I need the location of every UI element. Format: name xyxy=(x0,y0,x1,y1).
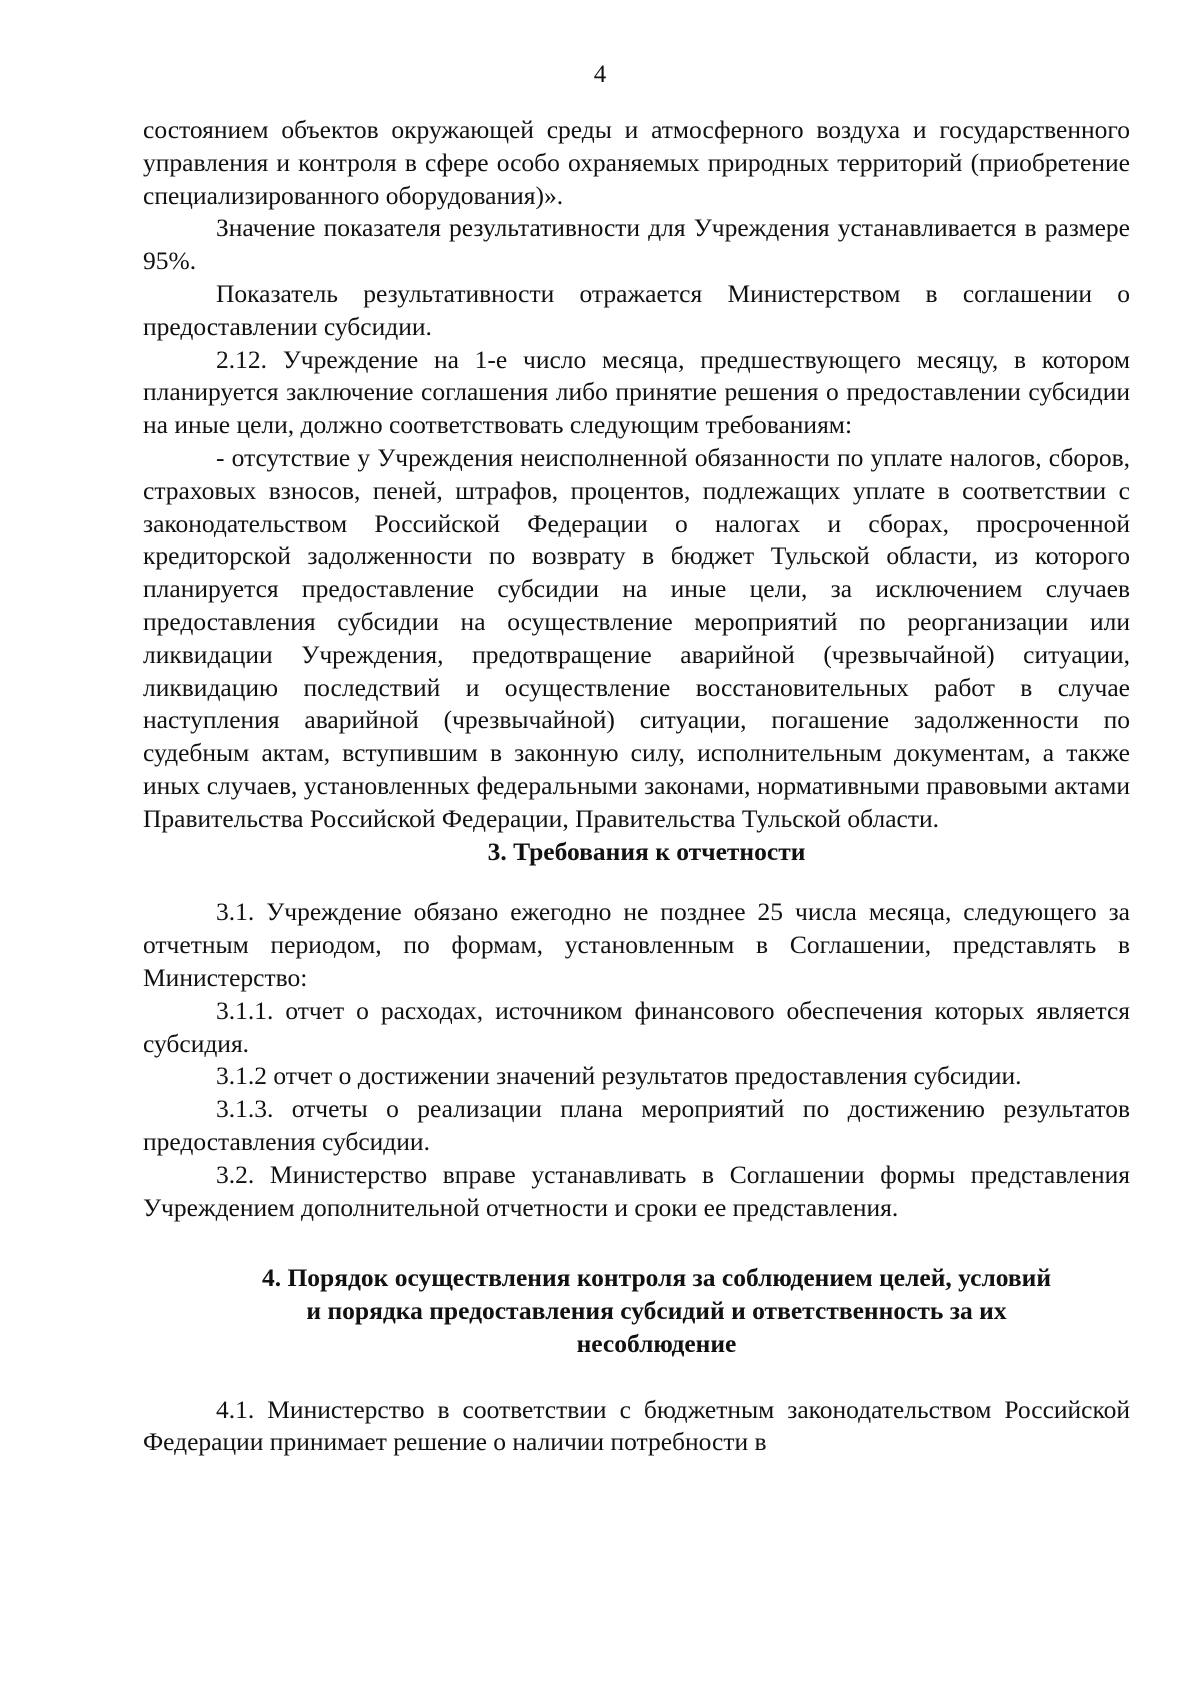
paragraph-continuation: состоянием объектов окружающей среды и атмосферного воздуха и государственного управления и контроля в сфере особо охраняемых природных территорий (приобретение специализированного оборудования)». xyxy=(143,115,1130,210)
section-4-heading-line-3: несоблюдение xyxy=(576,1328,737,1358)
paragraph-2-12: 2.12. Учреждение на 1-е число месяца, предшествующего месяцу, в котором планируется заключение соглашения либо принятие решения о предоставлении субсидии на иные цели, должно соответствовать следующим требованиям: xyxy=(143,344,1130,440)
paragraph-requirements-list-item: - отсутствие у Учреждения неисполненной обязанности по уплате налогов, сборов, страховых взносов, пеней, штрафов, процентов, подлежащих уплате в соответствии с законодательством Российской Федерации о налогах и сборах, просроченной кредиторской задолженности по возврату в бюджет Тульской области, из которого планируется предоставление субсидии на иные цели, за исключением случаев предоставления субсидии на осуществление мероприятий по реорганизации или ликвидации Учреждения, предотвращение аварийной (чрезвычайной) ситуации, ликвидацию последствий и осуществление восстановительных работ в случае наступления аварийной (чрезвычайной) ситуации, погашение задолженности по судебным актам, вступившим в законную силу, исполнительным документам, а также иных случаев, установленных федеральными законами, нормативными правовыми актами Правительства Российской Федерации, Правительства Тульской области. xyxy=(143,442,1130,833)
paragraph-indicator-value: Значение показателя результативности для Учреждения устанавливается в размере 95%. xyxy=(143,213,1130,276)
page-number: 4 xyxy=(593,61,607,88)
document-body xyxy=(143,114,1130,1459)
section-4-heading-line-1: 4. Порядок осуществления контроля за соблюдением целей, условий xyxy=(261,1263,1052,1293)
paragraph-3-1-2: 3.1.2 отчет о достижении значений результатов предоставления субсидии. xyxy=(216,1061,1022,1091)
paragraph-3-1: 3.1. Учреждение обязано ежегодно не позднее 25 числа месяца, следующего за отчетным периодом, по формам, установленным в Соглашении, представлять в Министерство: xyxy=(143,897,1130,992)
paragraph-3-1-1: 3.1.1. отчет о расходах, источником финансового обеспечения которых является субсидия. xyxy=(143,995,1130,1058)
paragraph-3-2: 3.2. Министерство вправе устанавливать в Соглашении формы представления Учреждением дополнительной отчетности и сроки ее представления. xyxy=(143,1159,1130,1222)
section-3-heading: 3. Требования к отчетности xyxy=(487,836,806,866)
paragraph-3-1-3: 3.1.3. отчеты о реализации плана мероприятий по достижению результатов предоставления субсидии. xyxy=(143,1094,1130,1156)
paragraph-indicator-agreement: Показатель результативности отражается Министерством в соглашении о предоставлении субсидии. xyxy=(143,278,1130,341)
paragraph-4-1: 4.1. Министерство в соответствии с бюджетным законодательством Российской Федерации принимает решение о наличии потребности в xyxy=(143,1394,1130,1457)
section-4-heading xyxy=(143,1262,1130,1360)
section-4-heading-line-2: и порядка предоставления субсидий и ответственность за их xyxy=(306,1296,1007,1326)
